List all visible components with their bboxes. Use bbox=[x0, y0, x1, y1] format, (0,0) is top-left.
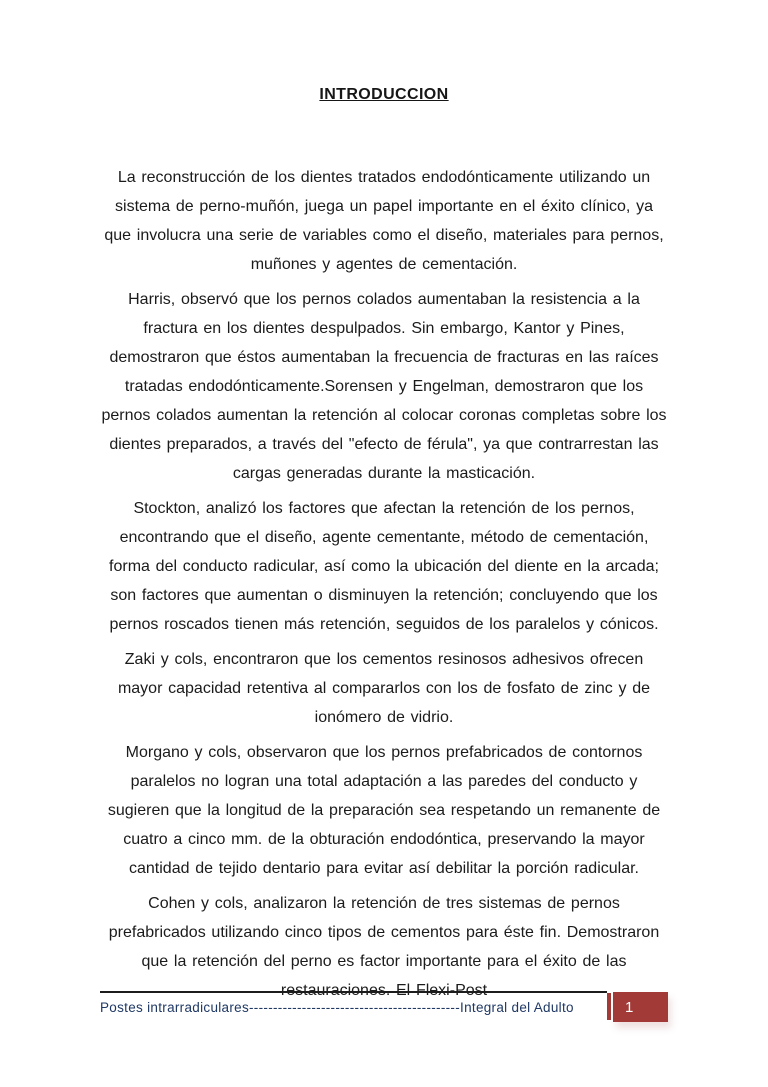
paragraph-intro: La reconstrucción de los dientes tratados endodónticamente utilizando un sistema de perno-muñón, juega un papel importante en el éxito clínico, ya que involucra una serie de variables como el diseño, materiales para pernos, muñones y agentes de cementación. bbox=[104, 169, 664, 273]
document-body bbox=[100, 86, 668, 1011]
paragraph-cohen: Cohen y cols, analizaron la retención de tres sistemas de pernos prefabricados utilizando cinco tipos de cementos para éste fin. Demostraron que la retención del perno es factor importante para el éxito de las restauraciones. El Flexi-Post bbox=[108, 895, 660, 999]
paragraph-stockton: Stockton, analizó los factores que afectan la retención de los pernos, encontrando que el diseño, agente cementante, método de cementación, forma del conducto radicular, así como la ubicación del diente en la arcada; son factores que aumentan o disminuyen la retención; concluyendo que los pernos roscados tienen más retención, seguidos de los paralelos y cónicos. bbox=[109, 500, 659, 633]
paragraph-morgano: Morgano y cols, observaron que los pernos prefabricados de contornos paralelos no logran una total adaptación a las paredes del conducto y sugieren que la longitud de la preparación sea respetando un remanente de cuatro a cinco mm. de la obturación endodóntica, preservando la mayor cantidad de tejido dentario para evitar así debilitar la porción radicular. bbox=[107, 744, 661, 877]
paragraph-harris: Harris, observó que los pernos colados aumentaban la resistencia a la fractura en los dientes despulpados. Sin embargo, Kantor y Pines, demostraron que éstos aumentaban la frecuencia de fracturas en las raíces tratadas endodónticamente.Sorensen y Engelman, demostraron que los pernos colados aumentan la retención al colocar coronas completas sobre los dientes preparados, a través del "efecto de férula", ya que contrarrestan las cargas generadas durante la masticación. bbox=[101, 291, 667, 482]
footer-dash-separator: -------------------------------------------- bbox=[249, 1000, 461, 1015]
footer-left-label: Postes intrarradiculares bbox=[100, 1000, 250, 1015]
footer-right-label: Integral del Adulto bbox=[460, 1000, 574, 1015]
page-number-badge bbox=[613, 992, 668, 1022]
page-number: 1 bbox=[625, 998, 634, 1016]
page-title: INTRODUCCION bbox=[319, 86, 449, 103]
page-footer bbox=[100, 991, 668, 1022]
paragraph-zaki: Zaki y cols, encontraron que los cementos resinosos adhesivos ofrecen mayor capacidad retentiva al compararlos con los de fosfato de zinc y de ionómero de vidrio. bbox=[117, 651, 651, 726]
footer-text-line bbox=[100, 991, 607, 1015]
